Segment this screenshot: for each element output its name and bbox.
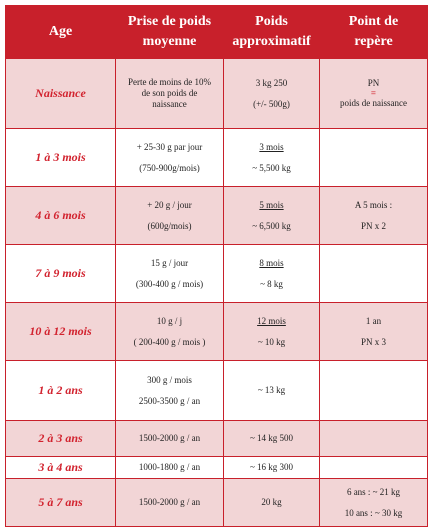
table-row bbox=[6, 457, 428, 479]
weight-sub: (+/- 500g) bbox=[253, 98, 290, 109]
gain-line: 300 g / mois bbox=[147, 374, 192, 385]
table-row bbox=[6, 245, 428, 303]
age-cell: 1 à 2 ans bbox=[6, 361, 116, 421]
landmark-cell bbox=[320, 187, 428, 245]
weight-cell bbox=[224, 245, 320, 303]
growth-table-frame bbox=[5, 5, 427, 526]
header-weight-line-1: Poids bbox=[255, 14, 288, 29]
gain-cell bbox=[116, 129, 224, 187]
table-row bbox=[6, 361, 428, 421]
weight-main: 20 kg bbox=[261, 497, 282, 507]
gain-line: naissance bbox=[152, 99, 187, 109]
landmark-line: PN x 3 bbox=[360, 336, 386, 347]
gain-cell bbox=[116, 421, 224, 457]
landmark-cell bbox=[320, 59, 428, 129]
header-average-gain bbox=[116, 6, 224, 59]
weight-cell bbox=[224, 59, 320, 129]
weight-main: 3 kg 250 bbox=[255, 77, 288, 88]
weight-sub: ~ 5,500 kg bbox=[252, 162, 291, 173]
table-row bbox=[6, 59, 428, 129]
gain-line: ( 200-400 g / mois ) bbox=[133, 336, 206, 347]
weight-main: ~ 16 kg 300 bbox=[249, 462, 294, 472]
gain-cell bbox=[116, 361, 224, 421]
weight-cell bbox=[224, 303, 320, 361]
weight-cell bbox=[224, 457, 320, 479]
landmark-cell bbox=[320, 361, 428, 421]
header-approx-weight bbox=[224, 6, 320, 59]
weight-main: ~ 14 kg 500 bbox=[249, 433, 294, 443]
header-landmark-line-1: Point de bbox=[348, 14, 399, 29]
weight-sub: ~ 8 kg bbox=[260, 278, 283, 289]
weight-sub: ~ 6,500 kg bbox=[252, 220, 291, 231]
header-landmark bbox=[320, 6, 428, 59]
gain-line: (600g/mois) bbox=[147, 220, 192, 231]
age-cell: Naissance bbox=[6, 59, 116, 129]
age-cell: 5 à 7 ans bbox=[6, 479, 116, 527]
header-row bbox=[6, 6, 428, 59]
gain-cell bbox=[116, 59, 224, 129]
weight-main: ~ 13 kg bbox=[257, 385, 286, 395]
gain-line: 15 g / jour bbox=[150, 257, 189, 268]
weight-cell bbox=[224, 187, 320, 245]
gain-line: 10 g / j bbox=[156, 315, 183, 326]
weight-cell bbox=[224, 479, 320, 527]
gain-line: + 20 g / jour bbox=[147, 199, 192, 210]
header-landmark-line-2: repère bbox=[354, 34, 393, 49]
age-cell: 3 à 4 ans bbox=[6, 457, 116, 479]
landmark-line: 1 an bbox=[365, 315, 382, 326]
table-row bbox=[6, 303, 428, 361]
landmark-cell bbox=[320, 129, 428, 187]
header-gain-line-1: Prise de poids bbox=[127, 14, 212, 29]
table-row bbox=[6, 129, 428, 187]
weight-main: 8 mois bbox=[259, 257, 284, 268]
table-row bbox=[6, 421, 428, 457]
gain-cell bbox=[116, 245, 224, 303]
landmark-line: 6 ans : ~ 21 kg bbox=[346, 486, 401, 497]
gain-cell bbox=[116, 187, 224, 245]
weight-cell bbox=[224, 129, 320, 187]
weight-cell bbox=[224, 421, 320, 457]
infant-weight-table bbox=[5, 5, 428, 527]
landmark-cell bbox=[320, 457, 428, 479]
gain-line: 1000-1800 g / an bbox=[138, 462, 201, 472]
header-weight-line-2: approximatif bbox=[232, 34, 311, 49]
header-age: Age bbox=[6, 6, 116, 59]
header-gain-line-2: moyenne bbox=[142, 34, 197, 49]
landmark-cell bbox=[320, 245, 428, 303]
gain-line: (300-400 g / mois) bbox=[135, 278, 204, 289]
table-row bbox=[6, 187, 428, 245]
gain-line: 1500-2000 g / an bbox=[138, 497, 201, 507]
landmark-line: PN x 2 bbox=[360, 220, 386, 231]
weight-main: 5 mois bbox=[259, 199, 284, 210]
gain-cell bbox=[116, 457, 224, 479]
gain-line: Perte de moins de 10% bbox=[128, 77, 211, 87]
landmark-equals: = bbox=[370, 88, 377, 98]
gain-line: de son poids de bbox=[141, 88, 198, 98]
gain-line: 2500-3500 g / an bbox=[138, 395, 201, 406]
gain-cell bbox=[116, 303, 224, 361]
landmark-cell bbox=[320, 421, 428, 457]
landmark-cell bbox=[320, 479, 428, 527]
gain-line: 1500-2000 g / an bbox=[138, 433, 201, 443]
weight-main: 12 mois bbox=[257, 315, 286, 326]
age-cell: 2 à 3 ans bbox=[6, 421, 116, 457]
landmark-line: A 5 mois : bbox=[354, 199, 393, 210]
gain-line: + 25-30 g par jour bbox=[136, 141, 203, 152]
age-cell: 1 à 3 mois bbox=[6, 129, 116, 187]
landmark-line: PN bbox=[367, 78, 380, 88]
gain-cell bbox=[116, 479, 224, 527]
weight-main: 3 mois bbox=[259, 141, 284, 152]
landmark-line: poids de naissance bbox=[340, 98, 407, 108]
age-cell: 7 à 9 mois bbox=[6, 245, 116, 303]
landmark-cell bbox=[320, 303, 428, 361]
landmark-line: 10 ans : ~ 30 kg bbox=[344, 507, 403, 518]
gain-line: (750-900g/mois) bbox=[139, 162, 200, 173]
table-row bbox=[6, 479, 428, 527]
age-cell: 10 à 12 mois bbox=[6, 303, 116, 361]
weight-sub: ~ 10 kg bbox=[257, 336, 286, 347]
age-cell: 4 à 6 mois bbox=[6, 187, 116, 245]
weight-cell bbox=[224, 361, 320, 421]
